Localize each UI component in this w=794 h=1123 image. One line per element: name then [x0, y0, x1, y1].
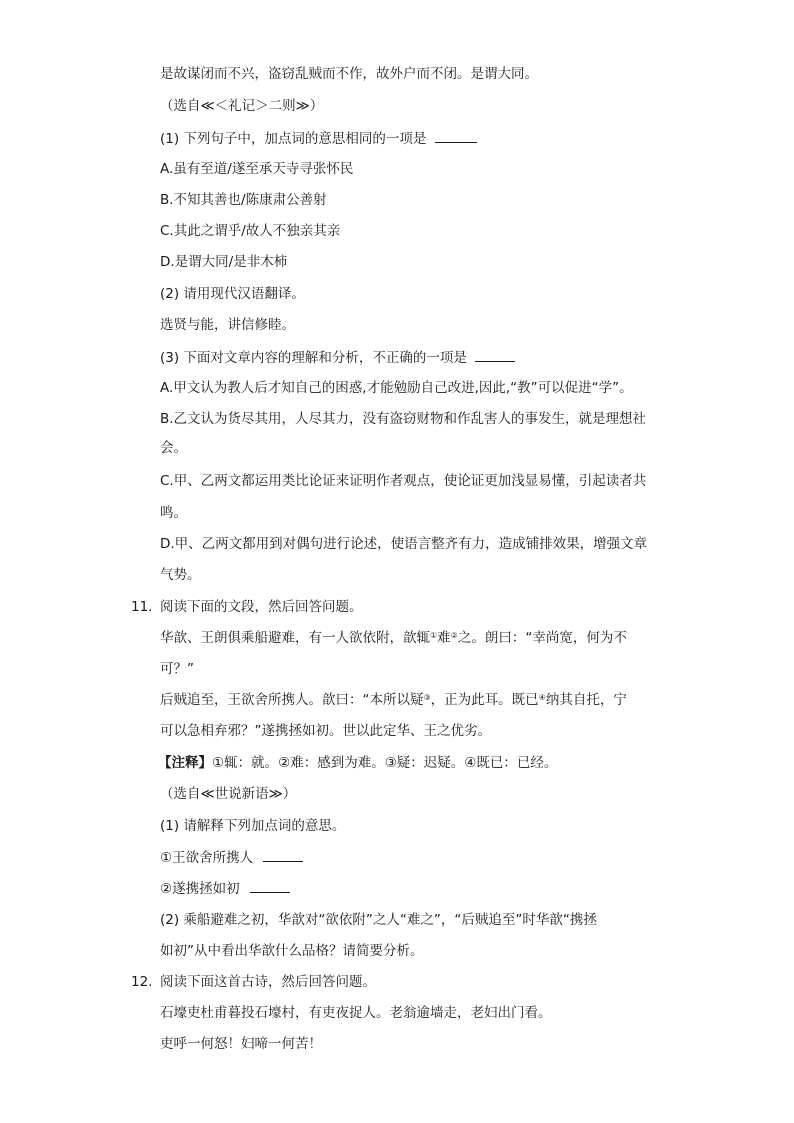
- answer-blank[interactable]: [475, 347, 515, 362]
- q11-source: （选自≪世说新语≫）: [160, 786, 297, 802]
- question-2: (2) 请用现代汉语翻译。: [160, 286, 305, 302]
- question-number-12: 12.: [131, 974, 153, 990]
- question-3: [160, 347, 515, 368]
- answer-blank[interactable]: [435, 128, 477, 143]
- q3-option-b: B.乙文认为货尽其用，人尽其力，没有盗窃财物和作乱害人的事发生，就是理想社: [160, 411, 647, 427]
- footnote-marker: ③: [423, 693, 431, 702]
- footnote-marker: ②: [450, 631, 458, 640]
- option-d: D.是谓大同/是非木柿: [160, 254, 288, 270]
- q11-sub-1-item-1: [160, 847, 303, 868]
- footnote-marker: ①: [430, 631, 438, 640]
- q11-passage-line-1: [160, 628, 627, 648]
- question-2-sentence: 选贤与能，讲信修睦。: [160, 317, 295, 333]
- q11-passage-line-4: 可以急相弃邪？”遂携拯如初。世以此定华、王之优劣。: [160, 723, 491, 739]
- question-1-text: (1) 下列句子中，加点词的意思相同的一项是: [160, 131, 427, 147]
- question-3-text: (3) 下面对文章内容的理解和分析，不正确的一项是: [160, 350, 467, 366]
- q11-passage-seg: ，正为此耳。既已: [430, 692, 539, 708]
- passage-text-end: 是故谋闭而不兴，盗窃乱贼而不作，故外户而不闭。是谓大同。: [160, 66, 538, 82]
- q3-option-b-cont: 会。: [160, 440, 187, 456]
- item-text: ②遂携拯如初: [160, 881, 240, 897]
- q3-option-c: C.甲、乙两文都运用类比论证来证明作者观点，使论证更加浅显易懂，引起读者共: [160, 473, 647, 489]
- answer-blank[interactable]: [263, 847, 303, 862]
- option-b: B.不知其善也/陈康肃公善射: [160, 192, 327, 208]
- question-number-11: 11.: [131, 599, 153, 615]
- q12-poem-line-1: 石壕吏杜甫暮投石壕村，有吏夜捉人。老翁逾墙走，老妇出门看。: [160, 1005, 552, 1021]
- q11-prompt: 阅读下面的文段，然后回答问题。: [160, 599, 363, 615]
- q11-passage-seg: 纳其自托，宁: [545, 692, 627, 708]
- q11-passage-seg: 华歆、王朗俱乘船避难，有一人欲依附，歆辄: [160, 630, 430, 646]
- q3-option-c-cont: 鸣。: [160, 505, 187, 521]
- q3-option-d-cont: 气势。: [160, 567, 201, 583]
- passage-source: （选自≪＜礼记＞二则≫）: [160, 98, 324, 114]
- q11-passage-seg: 难: [437, 630, 451, 646]
- q11-sub-2-line-1: (2) 乘船避难之初，华歆对“欲依附”之人“难之”，“后贼追至”时华歆“携拯: [160, 912, 597, 928]
- q11-passage-line-2: 可？”: [160, 661, 194, 677]
- q11-passage-line-3: [160, 690, 627, 710]
- q3-option-d: D.甲、乙两文都用到对偶句进行论述，使语言整齐有力，造成铺排效果，增强文章: [160, 536, 648, 552]
- q11-notes: [158, 753, 557, 773]
- item-text: ①王欲舍所携人: [160, 850, 254, 866]
- q12-prompt: 阅读下面这首古诗，然后回答问题。: [160, 974, 376, 990]
- q11-passage-seg: 之。朗曰：“幸尚宽，何为不: [457, 630, 627, 646]
- option-c: C.其此之谓乎/故人不独亲其亲: [160, 223, 341, 239]
- footnote-marker: ④: [538, 693, 546, 702]
- q11-passage-seg: 后贼追至，王欲舍所携人。歆曰：“本所以疑: [160, 692, 424, 708]
- notes-text: ①辄：就。②难：感到为难。③疑：迟疑。④既已：已经。: [212, 755, 558, 771]
- q12-poem-line-2: 吏呼一何怒！妇啼一何苦！: [160, 1036, 322, 1052]
- q3-option-a: A.甲文认为教人后才知自己的困惑,才能勉励自己改进,因此,“教”可以促进“学”。: [160, 380, 633, 396]
- answer-blank[interactable]: [250, 878, 290, 893]
- q11-sub-2-line-2: 如初”从中看出华歆什么品格？请简要分析。: [160, 943, 424, 959]
- notes-label: 【注释】: [158, 755, 212, 771]
- question-1: [160, 128, 477, 149]
- q11-sub-1: (1) 请解释下列加点词的意思。: [160, 818, 346, 834]
- option-a: A.虽有至道/遂至承天寺寻张怀民: [160, 161, 354, 177]
- q11-sub-1-item-2: [160, 878, 290, 899]
